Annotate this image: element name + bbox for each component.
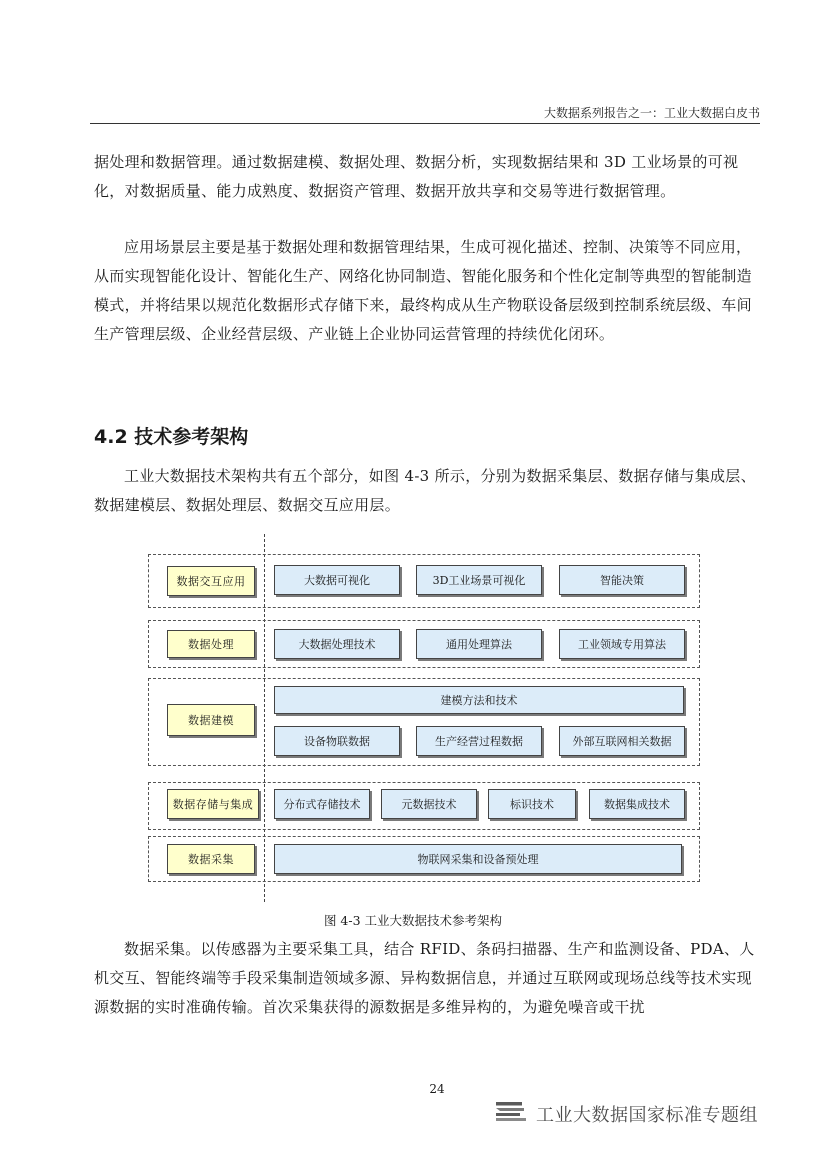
paragraph-3-text: 工业大数据技术架构共有五个部分，如图 4-3 所示，分别为数据采集层、数据存储与集成层、数据建模层、数据处理层、数据交互应用层。 xyxy=(94,467,756,514)
cell-intelligent-decision: 智能决策 xyxy=(559,565,685,595)
figure-caption: 图 4-3 工业大数据技术参考架构 xyxy=(323,913,503,928)
layer-label-processing: 数据处理 xyxy=(167,630,255,658)
cell-modeling-methods: 建模方法和技术 xyxy=(274,686,684,714)
organization-name: 工业大数据国家标准专题组 xyxy=(536,1105,758,1126)
cell-big-data-processing: 大数据处理技术 xyxy=(274,629,400,659)
page-number: 24 xyxy=(429,1082,445,1096)
paragraph-4 xyxy=(94,935,762,1022)
cell-industrial-algorithms: 工业领域专用算法 xyxy=(559,629,685,659)
header-divider xyxy=(90,123,760,124)
paragraph-1: 据处理和数据管理。通过数据建模、数据处理、数据分析，实现数据结果和 3D 工业场景的可视化，对数据质量、能力成熟度、数据资产管理、数据开放共享和交易等进行数据管理。 xyxy=(94,153,739,200)
section-title: 4.2 技术参考架构 xyxy=(94,426,249,448)
cell-data-integration: 数据集成技术 xyxy=(589,789,685,819)
cell-iot-acquisition: 物联网采集和设备预处理 xyxy=(274,844,682,874)
cell-device-iot-data: 设备物联数据 xyxy=(274,726,400,756)
paragraph-4-text: 数据采集。以传感器为主要采集工具，结合 RFID、条码扫描器、生产和监测设备、PDA、人机交互、智能终端等手段采集制造领域多源、异构数据信息，并通过互联网或现场总线等技术实现源数据的实时准确传输。首次采集获得的源数据是多维异构的，为避免噪音或干扰 xyxy=(94,940,755,1016)
cell-metadata: 元数据技术 xyxy=(381,789,477,819)
running-header: 大数据系列报告之一：工业大数据白皮书 xyxy=(543,106,760,120)
paragraph-2 xyxy=(94,233,762,349)
organization-logo xyxy=(494,1098,758,1130)
cell-3d-scene-visualization: 3D工业场景可视化 xyxy=(416,565,542,595)
paragraph-2-text: 应用场景层主要是基于数据处理和数据管理结果，生成可视化描述、控制、决策等不同应用，从而实现智能化设计、智能化生产、网络化协同制造、智能化服务和个性化定制等典型的智能制造模式，并将结果以规范化数据形式存储下来，最终构成从生产物联设备层级到控制系统层级、车间生产管理层级、企业经营层级、产业链上企业协同运营管理的持续优化闭环。 xyxy=(94,238,752,343)
cell-distributed-storage: 分布式存储技术 xyxy=(274,789,370,819)
layer-label-storage-integration: 数据存储与集成 xyxy=(167,789,259,819)
layer-label-modeling: 数据建模 xyxy=(167,704,255,736)
book-stack-logo-icon xyxy=(494,1099,528,1129)
cell-identification: 标识技术 xyxy=(488,789,576,819)
layer-label-interaction-application: 数据交互应用 xyxy=(167,566,255,596)
architecture-diagram xyxy=(140,534,710,904)
cell-big-data-visualization: 大数据可视化 xyxy=(274,565,400,595)
layer-label-acquisition: 数据采集 xyxy=(167,844,255,874)
cell-external-internet-data: 外部互联网相关数据 xyxy=(559,726,685,756)
cell-production-process-data: 生产经营过程数据 xyxy=(416,726,542,756)
paragraph-3 xyxy=(94,462,762,520)
cell-general-algorithms: 通用处理算法 xyxy=(416,629,542,659)
